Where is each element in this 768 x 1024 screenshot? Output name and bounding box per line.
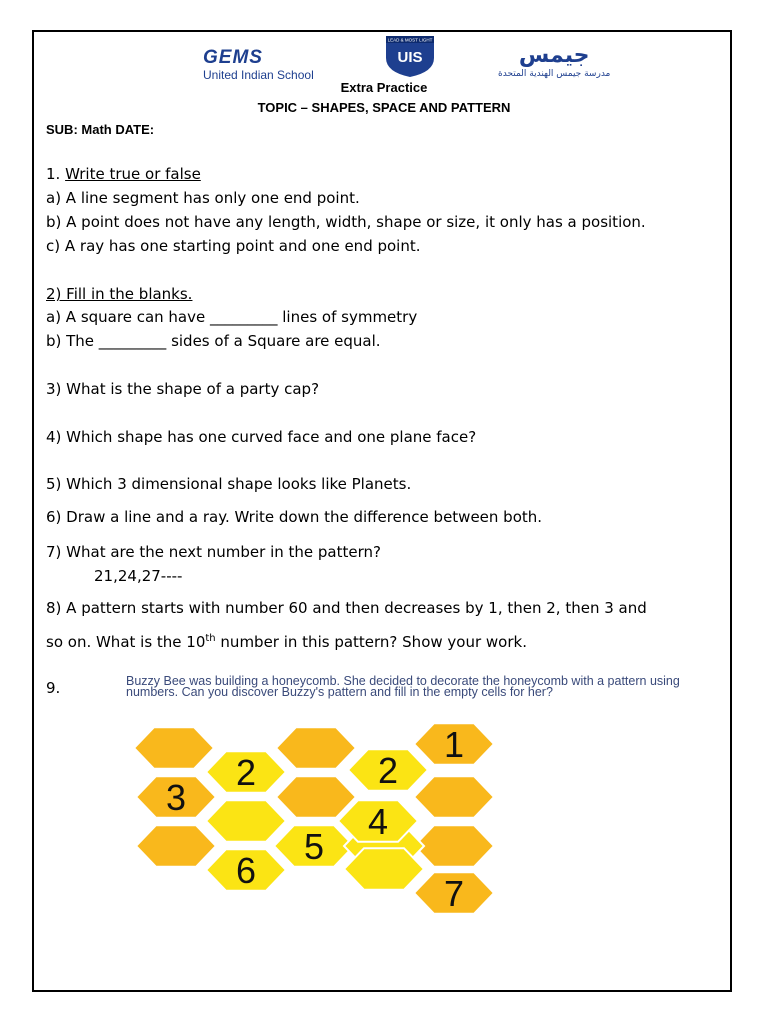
honeycomb-cell-number: 2 [377,750,399,791]
question-2b: b) The _________ sides of a Square are equal. [46,332,381,350]
extra-practice-title: Extra Practice [340,80,428,95]
honeycomb-cell-number: 5 [303,826,325,867]
question-1-title: Write true or false [65,165,201,183]
gems-logo-word: GEMS [203,47,263,68]
honeycomb-cell [414,776,494,818]
question-7-sequence: 21,24,27---- [94,567,183,585]
uis-badge-text: UIS [397,49,423,66]
arabic-logo-word: جيمس [518,43,590,68]
question-3: 3) What is the shape of a party cap? [46,380,320,398]
question-2-title: 2) Fill in the blanks. [46,285,193,303]
question-8-line2-end: number in this pattern? Show your work. [215,633,527,651]
honeycomb-cell [206,800,286,842]
honeycomb-cell-number: 6 [235,850,257,891]
arabic-logo-subtitle: مدرسة جيمس الهندية المتحدة [498,69,611,79]
topic-title: TOPIC – SHAPES, SPACE AND PATTERN [257,100,511,115]
question-6: 6) Draw a line and a ray. Write down the difference between both. [46,508,543,526]
question-1b: b) A point does not have any length, width, shape or size, it only has a position. [46,213,646,231]
honeycomb-cell [276,776,356,818]
question-8-line2-start: so on. What is the 10 [46,633,206,651]
question-7: 7) What are the next number in the pattern? [46,543,381,561]
honeycomb-cell [134,727,214,769]
question-8-line1: 8) A pattern starts with number 60 and then decreases by 1, then 2, then 3 and [46,599,647,617]
question-9-instruction: Buzzy Bee was building a honeycomb. She decided to decorate the honeycomb with a pattern using numbers. Can you discover Buzzy's pattern and fill in the empty cells for her? [126,674,680,699]
honeycomb-cell [414,825,494,867]
question-1c: c) A ray has one starting point and one end point. [46,237,421,255]
question-4: 4) Which shape has one curved face and one plane face? [46,428,477,446]
honeycomb-cell-number: 7 [443,873,465,914]
question-8-superscript: th [205,633,216,644]
honeycomb-cell-number: 2 [235,752,257,793]
honeycomb-cell [276,727,356,769]
honeycomb-cell-number: 3 [165,777,187,818]
gems-logo-subtitle: United Indian School [203,68,314,82]
question-1a: a) A line segment has only one end point. [46,189,360,207]
uis-motto: LEAD & MOST LIGHT [387,37,433,43]
subject-date-line: SUB: Math DATE: [46,122,155,137]
honeycomb-cell [136,825,216,867]
question-2a: a) A square can have _________ lines of symmetry [46,308,418,326]
question-1-number: 1. [46,165,66,183]
honeycomb-cell-number: 4 [367,801,389,842]
question-9-number: 9. [46,679,61,697]
honeycomb-cell-number: 1 [443,724,465,765]
question-5: 5) Which 3 dimensional shape looks like Planets. [46,475,412,493]
